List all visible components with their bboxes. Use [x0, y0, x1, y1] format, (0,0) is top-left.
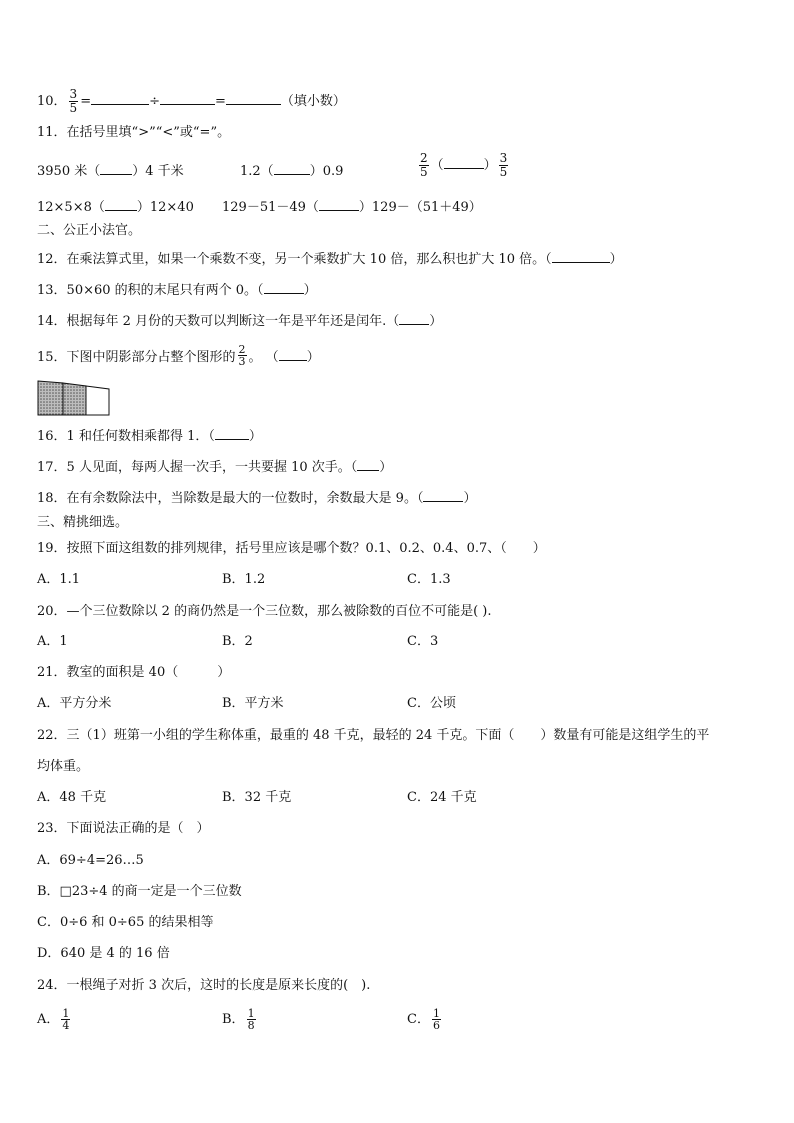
answer-blank[interactable] — [274, 162, 310, 175]
answer-blank[interactable] — [399, 312, 429, 325]
option-b[interactable]: B．1.2 — [222, 572, 266, 587]
option-b[interactable]: B．2 — [222, 634, 253, 649]
option-a[interactable]: A．69÷4=26…5 — [37, 853, 144, 868]
answer-blank[interactable] — [444, 156, 484, 169]
section-heading: 三、精挑细选。 — [37, 515, 129, 530]
question-13: 13．50×60 的积的末尾只有两个 0。（ ） — [37, 283, 317, 298]
question-19: 19．按照下面这组数的排列规律，括号里应该是哪个数？0.1、0.2、0.4、0.7、（ ） — [37, 541, 546, 556]
question-21: 21．教室的面积是 40（ ） — [37, 665, 231, 680]
shaded-part — [38, 381, 63, 415]
question-15: 15．下图中阴影部分占整个图形的 $\frac{2}{3}$ 。 （ ） — [37, 343, 320, 368]
option-d[interactable]: D．640 是 4 的 16 倍 — [37, 946, 170, 961]
compare-item-fractions: $\frac{2}{5}$ （ ） $\frac{3}{5}$ — [420, 151, 508, 179]
answer-blank[interactable] — [423, 489, 463, 502]
question-22-cont: 均体重。 — [37, 759, 90, 774]
question-12: 12．在乘法算式里，如果一个乘数不变，另一个乘数扩大 10 倍，那么积也扩大 10 倍。（ ） — [37, 252, 623, 267]
option-a[interactable]: A．48 千克 — [37, 790, 107, 805]
compare-item: 12×5×8（ ）12×40 — [37, 200, 194, 215]
answer-blank[interactable] — [552, 250, 610, 263]
question-23: 23．下面说法正确的是（ ） — [37, 821, 210, 836]
answer-blank[interactable] — [160, 91, 215, 105]
option-c[interactable]: C．3 — [407, 634, 439, 649]
answer-blank[interactable] — [105, 198, 137, 211]
question-14: 14．根据每年 2 月份的天数可以判断这一年是平年还是闰年.（ ） — [37, 314, 443, 329]
question-18: 18．在有余数除法中，当除数是最大的一位数时，余数最大是 9。（ ） — [37, 491, 477, 506]
option-a[interactable]: A．平方分米 — [37, 696, 112, 711]
answer-blank[interactable] — [100, 162, 132, 175]
option-c[interactable]: C．0÷6 和 0÷65 的结果相等 — [37, 915, 214, 930]
shaded-part — [63, 383, 86, 415]
answer-blank[interactable] — [226, 91, 281, 105]
option-b[interactable]: B．□23÷4 的商一定是一个三位数 — [37, 884, 242, 899]
option-a[interactable]: A．1.1 — [37, 572, 81, 587]
question-20: 20．—个三位数除以 2 的商仍然是一个三位数，那么被除数的百位不可能是( ). — [37, 604, 492, 619]
fraction-3-5: $\frac{3}{5}$ — [69, 87, 78, 115]
answer-blank[interactable] — [279, 348, 307, 361]
question-10: 10． $\frac{3}{5}$ = ÷ = （填小数） — [37, 87, 346, 115]
option-b[interactable]: B．平方米 — [222, 696, 284, 711]
option-c[interactable]: C． $\frac{1}{6}$ — [407, 1007, 440, 1032]
compare-item: 1.2（ ）0.9 — [240, 164, 344, 179]
option-b[interactable]: B． $\frac{1}{8}$ — [222, 1007, 255, 1032]
answer-blank[interactable] — [91, 91, 149, 105]
question-17: 17．5 人见面，每两人握一次手，一共要握 10 次手。（ ） — [37, 460, 393, 475]
question-16: 16．1 和任何数相乘都得 1．（ ） — [37, 429, 262, 444]
question-22: 22．三（1）班第一小组的学生称体重，最重的 48 千克，最轻的 24 千克。下面（ ）数量有可能是这组学生的平 — [37, 728, 710, 743]
option-c[interactable]: C．24 千克 — [407, 790, 477, 805]
section-heading: 二、公正小法官。 — [37, 223, 142, 238]
option-a[interactable]: A． $\frac{1}{4}$ — [37, 1007, 70, 1032]
option-c[interactable]: C．1.3 — [407, 572, 451, 587]
option-c[interactable]: C．公顷 — [407, 696, 456, 711]
option-a[interactable]: A．1 — [37, 634, 68, 649]
answer-blank[interactable] — [319, 198, 359, 211]
unshaded-part — [86, 386, 109, 415]
compare-item: 3950 米（ ）4 千米 — [37, 164, 184, 179]
option-b[interactable]: B．32 千克 — [222, 790, 292, 805]
answer-blank[interactable] — [357, 458, 379, 471]
answer-blank[interactable] — [215, 427, 249, 440]
shaded-figure — [37, 380, 112, 417]
question-24: 24．一根绳子对折 3 次后，这时的长度是原来长度的( ). — [37, 978, 371, 993]
compare-item: 129－51－49（ ）129－（51＋49） — [222, 200, 482, 215]
answer-blank[interactable] — [264, 281, 304, 294]
question-11: 11．在括号里填“>”“<”或“=”。 — [37, 125, 231, 140]
